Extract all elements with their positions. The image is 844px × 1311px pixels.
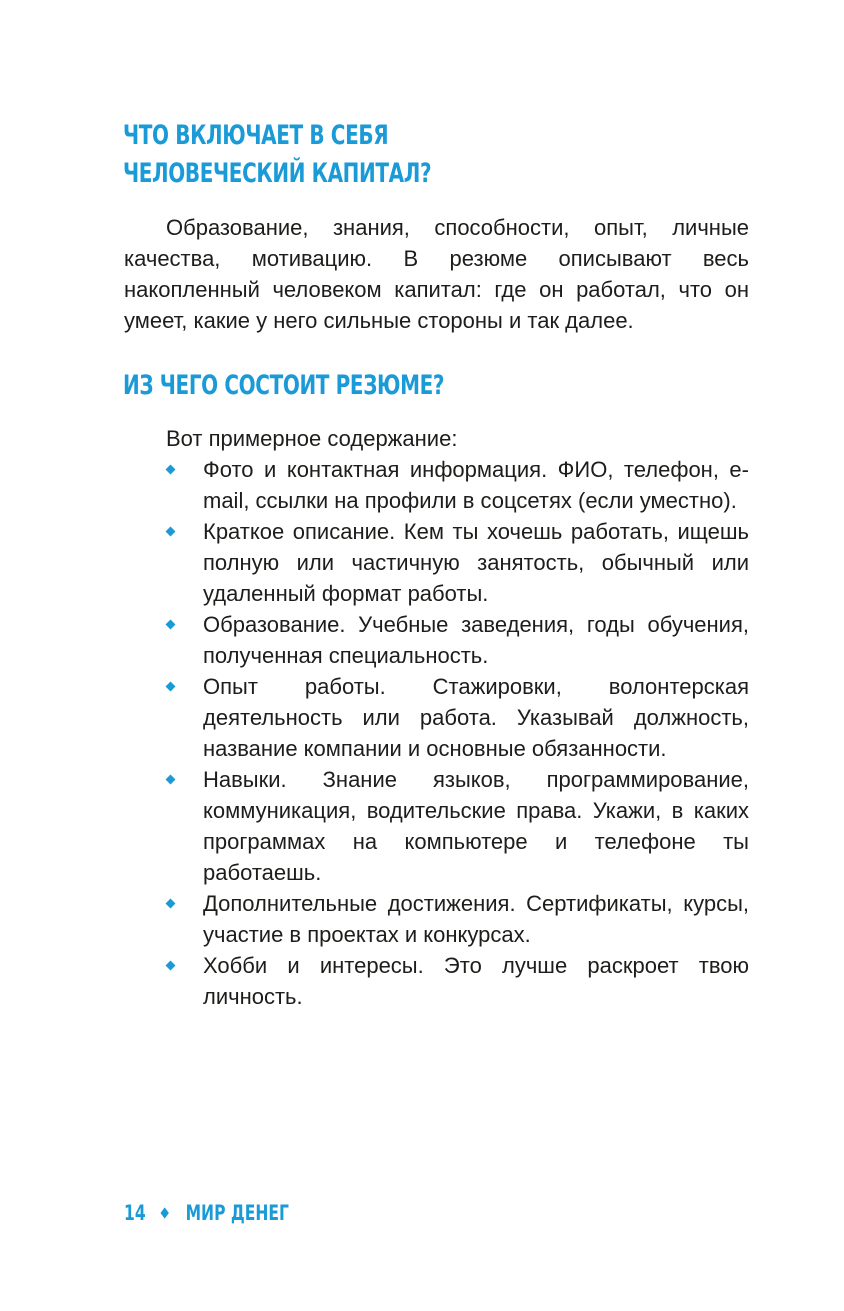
resume-contents-list: [124, 454, 749, 1012]
diamond-bullet-icon: [166, 620, 176, 630]
diamond-bullet-icon: [166, 527, 176, 537]
diamond-bullet-icon: [166, 775, 176, 785]
list-item: [124, 950, 749, 1012]
list-item: [124, 516, 749, 609]
diamond-bullet-icon: [166, 961, 176, 971]
list-item-text: Хобби и интересы. Это лучше раскроет твою личность.: [203, 953, 749, 1009]
heading-line-2: ЧЕЛОВЕЧЕСКИЙ КАПИТАЛ?: [123, 158, 432, 189]
section-heading-human-capital: [123, 117, 597, 193]
list-item-text: Краткое описание. Кем ты хочешь работать, ищешь полную или частичную занятость, обычный или удаленный формат работы.: [203, 519, 749, 606]
list-item-text: Образование. Учебные заведения, годы обучения, полученная специальность.: [203, 612, 749, 668]
book-title: МИР ДЕНЕГ: [185, 1201, 289, 1225]
heading-line-1: ЧТО ВКЛЮЧАЕТ В СЕБЯ: [123, 120, 389, 151]
list-item: [124, 671, 749, 764]
section-heading-resume: ИЗ ЧЕГО СОСТОИТ РЕЗЮМЕ?: [123, 370, 445, 401]
diamond-bullet-icon: [166, 465, 176, 475]
list-item-text: Опыт работы. Стажировки, волонтерская деятельность или работа. Указывай должность, название компании и основные обязанности.: [203, 674, 749, 761]
list-item-text: Навыки. Знание языков, программирование, коммуникация, водительские права. Укажи, в каких программах на компьютере и телефоне ты работаешь.: [203, 767, 749, 885]
list-item: [124, 888, 749, 950]
diamond-bullet-icon: [166, 682, 176, 692]
list-item: [124, 454, 749, 516]
list-item: [124, 764, 749, 888]
page-number: 14: [124, 1201, 146, 1225]
list-item-text: Фото и контактная информация. ФИО, телефон, e-mail, ссылки на профили в соцсетях (если уместно).: [203, 457, 749, 513]
diamond-separator-icon: [161, 1207, 169, 1218]
list-item: [124, 609, 749, 671]
diamond-bullet-icon: [166, 899, 176, 909]
list-intro: Вот примерное содержание:: [166, 426, 458, 451]
list-item-text: Дополнительные достижения. Сертификаты, курсы, участие в проектах и конкурсах.: [203, 891, 749, 947]
paragraph-human-capital: Образование, знания, способности, опыт, личные качества, мотивацию. В резюме описывают весь накопленный человеком капитал: где он работал, что он умеет, какие у него сильные стороны и так далее.: [124, 215, 749, 333]
page-footer: [124, 1198, 289, 1228]
